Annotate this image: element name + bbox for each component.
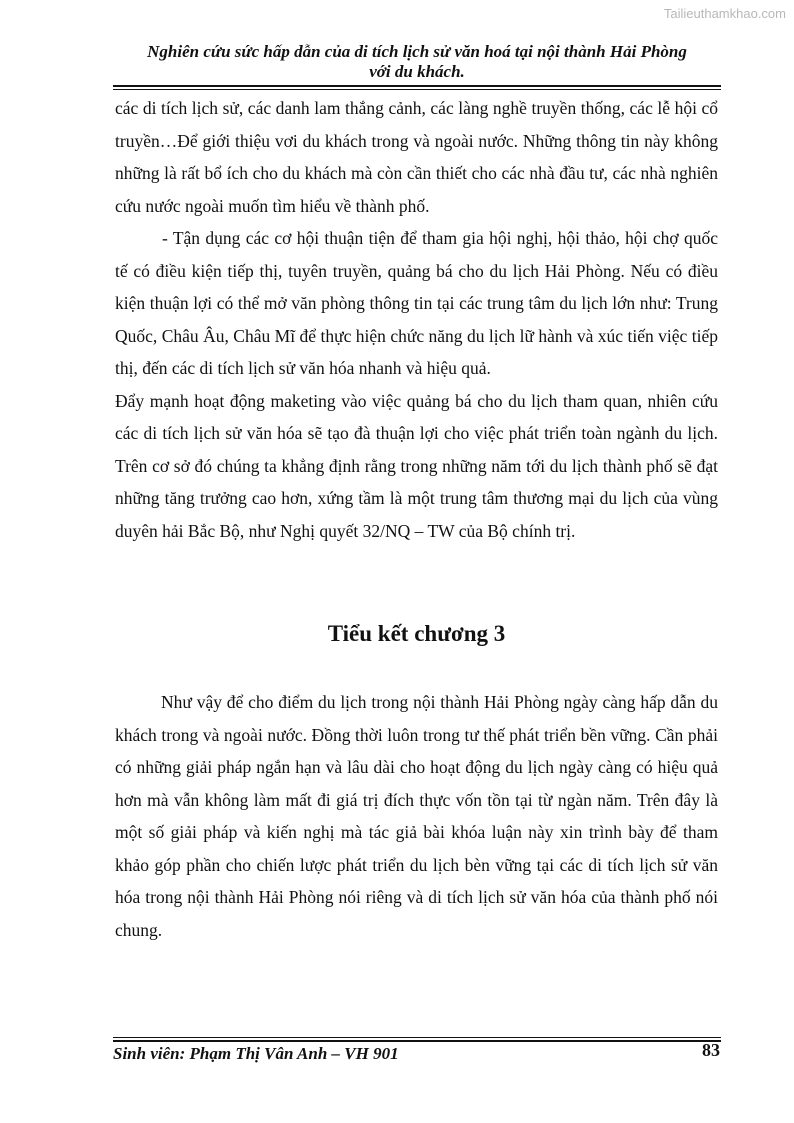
footer-rule [113, 1037, 721, 1042]
paragraph-1: các di tích lịch sử, các danh lam thắng cảnh, các làng nghề truyền thống, các lễ hội cổ truyền…Để giới thiệu vơi du khách trong và ngoài nước. Những thông tin này không những là rất bổ ích cho du khách mà còn cần thiết cho các nhà đầu tư, các nhà nghiên cứu nước ngoài muốn tìm hiểu về thành phố. [115, 98, 718, 216]
page-number: 83 [702, 1040, 720, 1060]
footer-student: Sinh viên: Phạm Thị Vân Anh – VH 901 [113, 1044, 399, 1063]
section-title: Tiểu kết chương 3 [327, 621, 506, 646]
running-header [113, 42, 721, 82]
body-text [115, 92, 718, 547]
watermark: Tailieuthamkhao.com [663, 6, 786, 21]
paragraph-2: - Tận dụng các cơ hội thuận tiện để tham gia hội nghị, hội thảo, hội chợ quốc tế có điều kiện tiếp thị, tuyên truyền, quảng bá cho du lịch Hải Phòng. Nếu có điều kiện thuận lợi có thể mở văn phòng thông tin tại các trung tâm du lịch lớn như: Trung Quốc, Châu Âu, Châu Mĩ để thực hiện chức năng du lịch lữ hành và xúc tiến việc tiếp thị, đến các di tích lịch sử văn hóa nhanh và hiệu quả. [115, 228, 718, 378]
summary-paragraph: Như vậy để cho điểm du lịch trong nội thành Hải Phòng ngày càng hấp dẫn du khách trong và ngoài nước. Đồng thời luôn trong tư thế phát triển bền vững. Cần phải có những giải pháp ngắn hạn và lâu dài cho hoạt động du lịch ngày càng có hiệu quả hơn mà vẫn không làm mất đi giá trị đích thực vốn tồn tại từ ngàn năm. Trên đây là một số giải pháp và kiến nghị mà tác giả bài khóa luận này xin trình bày để tham khảo góp phần cho chiến lược phát triển du lịch bèn vững tại các di tích lịch sử văn hóa trong nội thành Hải Phòng nói riêng và di tích lịch sử văn hóa của thành phố nói chung. [115, 692, 718, 940]
header-line-1: Nghiên cứu sức hấp dẫn của di tích lịch sử văn hoá tại nội thành Hải Phòng [147, 42, 687, 61]
header-rule [113, 85, 721, 90]
header-line-2: với du khách. [369, 62, 465, 81]
paragraph-3: Đẩy mạnh hoạt động maketing vào việc quảng bá cho du lịch tham quan, nhiên cứu các di tích lịch sử văn hóa sẽ tạo đà thuận lợi cho việc phát triển toàn ngành du lịch. Trên cơ sở đó chúng ta khẳng định rằng trong những năm tới du lịch thành phố sẽ đạt những tăng trưởng cao hơn, xứng tầm là một trung tâm thương mại du lịch của vùng duyên hải Bắc Bộ, như Nghị quyết 32/NQ – TW của Bộ chính trị. [115, 390, 718, 541]
